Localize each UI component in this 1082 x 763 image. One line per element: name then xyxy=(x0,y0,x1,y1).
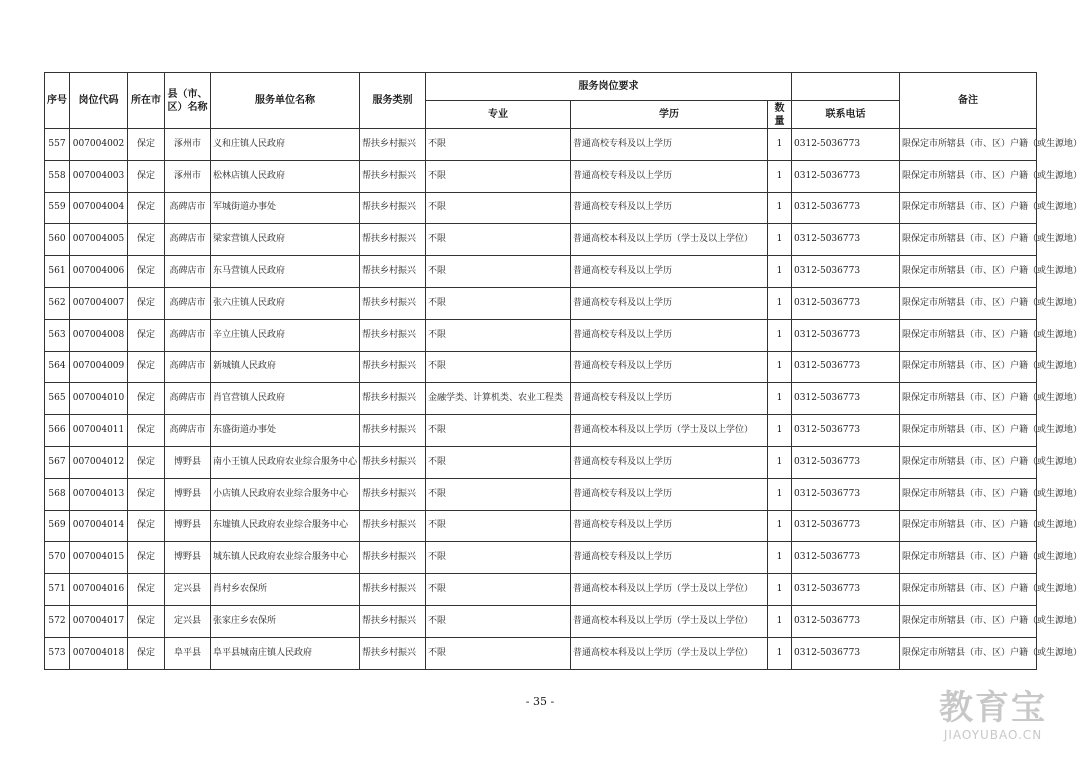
phone-cell: 0312-5036773 xyxy=(792,415,900,447)
city-cell: 保定 xyxy=(128,129,165,161)
seq-cell: 561 xyxy=(45,256,70,288)
category-cell: 帮扶乡村振兴 xyxy=(360,319,426,351)
code-cell: 007004015 xyxy=(70,542,128,574)
header-category: 服务类别 xyxy=(360,73,426,129)
page-number: - 35 - xyxy=(525,695,555,708)
unit-cell: 松林店镇人民政府 xyxy=(211,160,360,192)
edu-cell: 普通高校专科及以上学历 xyxy=(571,129,768,161)
category-cell: 帮扶乡村振兴 xyxy=(360,637,426,669)
table-row xyxy=(45,637,1037,669)
table-row xyxy=(45,446,1037,478)
count-cell: 1 xyxy=(768,415,792,447)
unit-cell: 辛立庄镇人民政府 xyxy=(211,319,360,351)
unit-cell: 南小王镇人民政府农业综合服务中心 xyxy=(211,446,360,478)
phone-cell: 0312-5036773 xyxy=(792,160,900,192)
seq-cell: 564 xyxy=(45,351,70,383)
remark-cell: 限保定市所辖县（市、区）户籍（或生源地） xyxy=(900,446,1037,478)
table-row xyxy=(45,224,1037,256)
county-cell: 高碑店市 xyxy=(165,351,211,383)
table-row xyxy=(45,351,1037,383)
city-cell: 保定 xyxy=(128,446,165,478)
city-cell: 保定 xyxy=(128,351,165,383)
edu-cell: 普通高校专科及以上学历 xyxy=(571,383,768,415)
category-cell: 帮扶乡村振兴 xyxy=(360,256,426,288)
count-cell: 1 xyxy=(768,542,792,574)
header-major: 专业 xyxy=(426,101,571,129)
header-phone: 联系电话 xyxy=(792,101,900,129)
city-cell: 保定 xyxy=(128,542,165,574)
remark-cell: 限保定市所辖县（市、区）户籍（或生源地） xyxy=(900,351,1037,383)
code-cell: 007004004 xyxy=(70,192,128,224)
unit-cell: 东马营镇人民政府 xyxy=(211,256,360,288)
major-cell: 不限 xyxy=(426,478,571,510)
city-cell: 保定 xyxy=(128,224,165,256)
city-cell: 保定 xyxy=(128,319,165,351)
edu-cell: 普通高校专科及以上学历 xyxy=(571,510,768,542)
remark-cell: 限保定市所辖县（市、区）户籍（或生源地） xyxy=(900,542,1037,574)
unit-cell: 梁家营镇人民政府 xyxy=(211,224,360,256)
code-cell: 007004017 xyxy=(70,605,128,637)
table-row xyxy=(45,574,1037,606)
code-cell: 007004018 xyxy=(70,637,128,669)
major-cell: 不限 xyxy=(426,319,571,351)
unit-cell: 军城街道办事处 xyxy=(211,192,360,224)
category-cell: 帮扶乡村振兴 xyxy=(360,160,426,192)
edu-cell: 普通高校本科及以上学历（学士及以上学位） xyxy=(571,415,768,447)
major-cell: 不限 xyxy=(426,415,571,447)
count-cell: 1 xyxy=(768,510,792,542)
phone-cell: 0312-5036773 xyxy=(792,478,900,510)
county-cell: 高碑店市 xyxy=(165,319,211,351)
remark-cell: 限保定市所辖县（市、区）户籍（或生源地） xyxy=(900,637,1037,669)
county-cell: 博野县 xyxy=(165,510,211,542)
table-row xyxy=(45,542,1037,574)
category-cell: 帮扶乡村振兴 xyxy=(360,605,426,637)
watermark-url: JIAOYUBAO.CN xyxy=(943,728,1043,742)
code-cell: 007004016 xyxy=(70,574,128,606)
edu-cell: 普通高校专科及以上学历 xyxy=(571,287,768,319)
city-cell: 保定 xyxy=(128,637,165,669)
header-remark: 备注 xyxy=(900,73,1037,129)
header-seq: 序号 xyxy=(45,73,70,129)
header-county: 县（市、区）名称 xyxy=(165,73,211,129)
category-cell: 帮扶乡村振兴 xyxy=(360,129,426,161)
edu-cell: 普通高校本科及以上学历（学士及以上学位） xyxy=(571,637,768,669)
remark-cell: 限保定市所辖县（市、区）户籍（或生源地） xyxy=(900,574,1037,606)
category-cell: 帮扶乡村振兴 xyxy=(360,542,426,574)
county-cell: 博野县 xyxy=(165,542,211,574)
count-cell: 1 xyxy=(768,574,792,606)
category-cell: 帮扶乡村振兴 xyxy=(360,383,426,415)
table-row xyxy=(45,510,1037,542)
major-cell: 不限 xyxy=(426,224,571,256)
remark-cell: 限保定市所辖县（市、区）户籍（或生源地） xyxy=(900,192,1037,224)
city-cell: 保定 xyxy=(128,478,165,510)
table-row xyxy=(45,192,1037,224)
phone-cell: 0312-5036773 xyxy=(792,319,900,351)
category-cell: 帮扶乡村振兴 xyxy=(360,224,426,256)
major-cell: 不限 xyxy=(426,351,571,383)
edu-cell: 普通高校专科及以上学历 xyxy=(571,351,768,383)
watermark-text: 教育宝 xyxy=(939,688,1047,728)
seq-cell: 573 xyxy=(45,637,70,669)
count-cell: 1 xyxy=(768,256,792,288)
unit-cell: 阜平县城南庄镇人民政府 xyxy=(211,637,360,669)
count-cell: 1 xyxy=(768,351,792,383)
city-cell: 保定 xyxy=(128,287,165,319)
remark-cell: 限保定市所辖县（市、区）户籍（或生源地） xyxy=(900,129,1037,161)
table-row xyxy=(45,383,1037,415)
seq-cell: 562 xyxy=(45,287,70,319)
code-cell: 007004013 xyxy=(70,478,128,510)
remark-cell: 限保定市所辖县（市、区）户籍（或生源地） xyxy=(900,415,1037,447)
table-row xyxy=(45,287,1037,319)
count-cell: 1 xyxy=(768,192,792,224)
seq-cell: 569 xyxy=(45,510,70,542)
header-code: 岗位代码 xyxy=(70,73,128,129)
table-row xyxy=(45,319,1037,351)
seq-cell: 565 xyxy=(45,383,70,415)
county-cell: 高碑店市 xyxy=(165,383,211,415)
seq-cell: 557 xyxy=(45,129,70,161)
phone-cell: 0312-5036773 xyxy=(792,351,900,383)
count-cell: 1 xyxy=(768,605,792,637)
code-cell: 007004002 xyxy=(70,129,128,161)
unit-cell: 张家庄乡农保所 xyxy=(211,605,360,637)
unit-cell: 肖官营镇人民政府 xyxy=(211,383,360,415)
seq-cell: 560 xyxy=(45,224,70,256)
code-cell: 007004007 xyxy=(70,287,128,319)
phone-cell: 0312-5036773 xyxy=(792,637,900,669)
phone-cell: 0312-5036773 xyxy=(792,542,900,574)
city-cell: 保定 xyxy=(128,415,165,447)
city-cell: 保定 xyxy=(128,605,165,637)
code-cell: 007004003 xyxy=(70,160,128,192)
count-cell: 1 xyxy=(768,160,792,192)
major-cell: 不限 xyxy=(426,605,571,637)
count-cell: 1 xyxy=(768,129,792,161)
county-cell: 涿州市 xyxy=(165,129,211,161)
table-row xyxy=(45,129,1037,161)
county-cell: 定兴县 xyxy=(165,574,211,606)
unit-cell: 东盛街道办事处 xyxy=(211,415,360,447)
unit-cell: 张六庄镇人民政府 xyxy=(211,287,360,319)
code-cell: 007004005 xyxy=(70,224,128,256)
remark-cell: 限保定市所辖县（市、区）户籍（或生源地） xyxy=(900,160,1037,192)
edu-cell: 普通高校专科及以上学历 xyxy=(571,478,768,510)
city-cell: 保定 xyxy=(128,574,165,606)
header-unit: 服务单位名称 xyxy=(211,73,360,129)
unit-cell: 城东镇人民政府农业综合服务中心 xyxy=(211,542,360,574)
count-cell: 1 xyxy=(768,478,792,510)
header-city: 所在市 xyxy=(128,73,165,129)
edu-cell: 普通高校专科及以上学历 xyxy=(571,542,768,574)
county-cell: 高碑店市 xyxy=(165,224,211,256)
positions-table xyxy=(44,72,1082,670)
remark-cell: 限保定市所辖县（市、区）户籍（或生源地） xyxy=(900,478,1037,510)
phone-cell: 0312-5036773 xyxy=(792,287,900,319)
major-cell: 不限 xyxy=(426,160,571,192)
edu-cell: 普通高校本科及以上学历（学士及以上学位） xyxy=(571,605,768,637)
seq-cell: 570 xyxy=(45,542,70,574)
phone-cell: 0312-5036773 xyxy=(792,510,900,542)
county-cell: 高碑店市 xyxy=(165,192,211,224)
phone-cell: 0312-5036773 xyxy=(792,605,900,637)
county-cell: 定兴县 xyxy=(165,605,211,637)
phone-cell: 0312-5036773 xyxy=(792,574,900,606)
remark-cell: 限保定市所辖县（市、区）户籍（或生源地） xyxy=(900,383,1037,415)
major-cell: 不限 xyxy=(426,510,571,542)
city-cell: 保定 xyxy=(128,383,165,415)
county-cell: 博野县 xyxy=(165,478,211,510)
major-cell: 不限 xyxy=(426,637,571,669)
phone-cell: 0312-5036773 xyxy=(792,129,900,161)
edu-cell: 普通高校专科及以上学历 xyxy=(571,192,768,224)
header-count: 数量 xyxy=(768,101,792,129)
code-cell: 007004010 xyxy=(70,383,128,415)
city-cell: 保定 xyxy=(128,256,165,288)
category-cell: 帮扶乡村振兴 xyxy=(360,446,426,478)
phone-cell: 0312-5036773 xyxy=(792,224,900,256)
remark-cell: 限保定市所辖县（市、区）户籍（或生源地） xyxy=(900,256,1037,288)
phone-cell: 0312-5036773 xyxy=(792,446,900,478)
seq-cell: 558 xyxy=(45,160,70,192)
major-cell: 金融学类、计算机类、农业工程类 xyxy=(426,383,571,415)
category-cell: 帮扶乡村振兴 xyxy=(360,574,426,606)
count-cell: 1 xyxy=(768,319,792,351)
seq-cell: 571 xyxy=(45,574,70,606)
remark-cell: 限保定市所辖县（市、区）户籍（或生源地） xyxy=(900,319,1037,351)
count-cell: 1 xyxy=(768,287,792,319)
unit-cell: 东墟镇人民政府农业综合服务中心 xyxy=(211,510,360,542)
unit-cell: 肖村乡农保所 xyxy=(211,574,360,606)
seq-cell: 566 xyxy=(45,415,70,447)
code-cell: 007004012 xyxy=(70,446,128,478)
phone-cell: 0312-5036773 xyxy=(792,383,900,415)
category-cell: 帮扶乡村振兴 xyxy=(360,415,426,447)
county-cell: 阜平县 xyxy=(165,637,211,669)
count-cell: 1 xyxy=(768,637,792,669)
category-cell: 帮扶乡村振兴 xyxy=(360,478,426,510)
remark-cell: 限保定市所辖县（市、区）户籍（或生源地） xyxy=(900,287,1037,319)
remark-cell: 限保定市所辖县（市、区）户籍（或生源地） xyxy=(900,510,1037,542)
seq-cell: 563 xyxy=(45,319,70,351)
category-cell: 帮扶乡村振兴 xyxy=(360,510,426,542)
unit-cell: 小店镇人民政府农业综合服务中心 xyxy=(211,478,360,510)
unit-cell: 新城镇人民政府 xyxy=(211,351,360,383)
edu-cell: 普通高校专科及以上学历 xyxy=(571,256,768,288)
table-row xyxy=(45,478,1037,510)
city-cell: 保定 xyxy=(128,510,165,542)
edu-cell: 普通高校专科及以上学历 xyxy=(571,319,768,351)
city-cell: 保定 xyxy=(128,192,165,224)
count-cell: 1 xyxy=(768,383,792,415)
code-cell: 007004011 xyxy=(70,415,128,447)
code-cell: 007004006 xyxy=(70,256,128,288)
major-cell: 不限 xyxy=(426,446,571,478)
code-cell: 007004009 xyxy=(70,351,128,383)
count-cell: 1 xyxy=(768,224,792,256)
phone-cell: 0312-5036773 xyxy=(792,256,900,288)
major-cell: 不限 xyxy=(426,574,571,606)
county-cell: 高碑店市 xyxy=(165,415,211,447)
code-cell: 007004014 xyxy=(70,510,128,542)
header-requirements: 服务岗位要求 xyxy=(426,73,792,101)
seq-cell: 567 xyxy=(45,446,70,478)
major-cell: 不限 xyxy=(426,129,571,161)
seq-cell: 572 xyxy=(45,605,70,637)
header-phone-top xyxy=(792,73,900,101)
category-cell: 帮扶乡村振兴 xyxy=(360,192,426,224)
county-cell: 高碑店市 xyxy=(165,256,211,288)
edu-cell: 普通高校专科及以上学历 xyxy=(571,446,768,478)
major-cell: 不限 xyxy=(426,287,571,319)
unit-cell: 义和庄镇人民政府 xyxy=(211,129,360,161)
seq-cell: 559 xyxy=(45,192,70,224)
table-row xyxy=(45,415,1037,447)
count-cell: 1 xyxy=(768,446,792,478)
city-cell: 保定 xyxy=(128,160,165,192)
county-cell: 涿州市 xyxy=(165,160,211,192)
edu-cell: 普通高校本科及以上学历（学士及以上学位） xyxy=(571,574,768,606)
table-row xyxy=(45,160,1037,192)
county-cell: 高碑店市 xyxy=(165,287,211,319)
remark-cell: 限保定市所辖县（市、区）户籍（或生源地） xyxy=(900,224,1037,256)
major-cell: 不限 xyxy=(426,256,571,288)
table-row xyxy=(45,256,1037,288)
phone-cell: 0312-5036773 xyxy=(792,192,900,224)
category-cell: 帮扶乡村振兴 xyxy=(360,351,426,383)
table-row xyxy=(45,605,1037,637)
watermark-logo xyxy=(918,688,1068,748)
edu-cell: 普通高校本科及以上学历（学士及以上学位） xyxy=(571,224,768,256)
edu-cell: 普通高校专科及以上学历 xyxy=(571,160,768,192)
major-cell: 不限 xyxy=(426,542,571,574)
county-cell: 博野县 xyxy=(165,446,211,478)
header-edu: 学历 xyxy=(571,101,768,129)
major-cell: 不限 xyxy=(426,192,571,224)
remark-cell: 限保定市所辖县（市、区）户籍（或生源地） xyxy=(900,605,1037,637)
category-cell: 帮扶乡村振兴 xyxy=(360,287,426,319)
code-cell: 007004008 xyxy=(70,319,128,351)
seq-cell: 568 xyxy=(45,478,70,510)
